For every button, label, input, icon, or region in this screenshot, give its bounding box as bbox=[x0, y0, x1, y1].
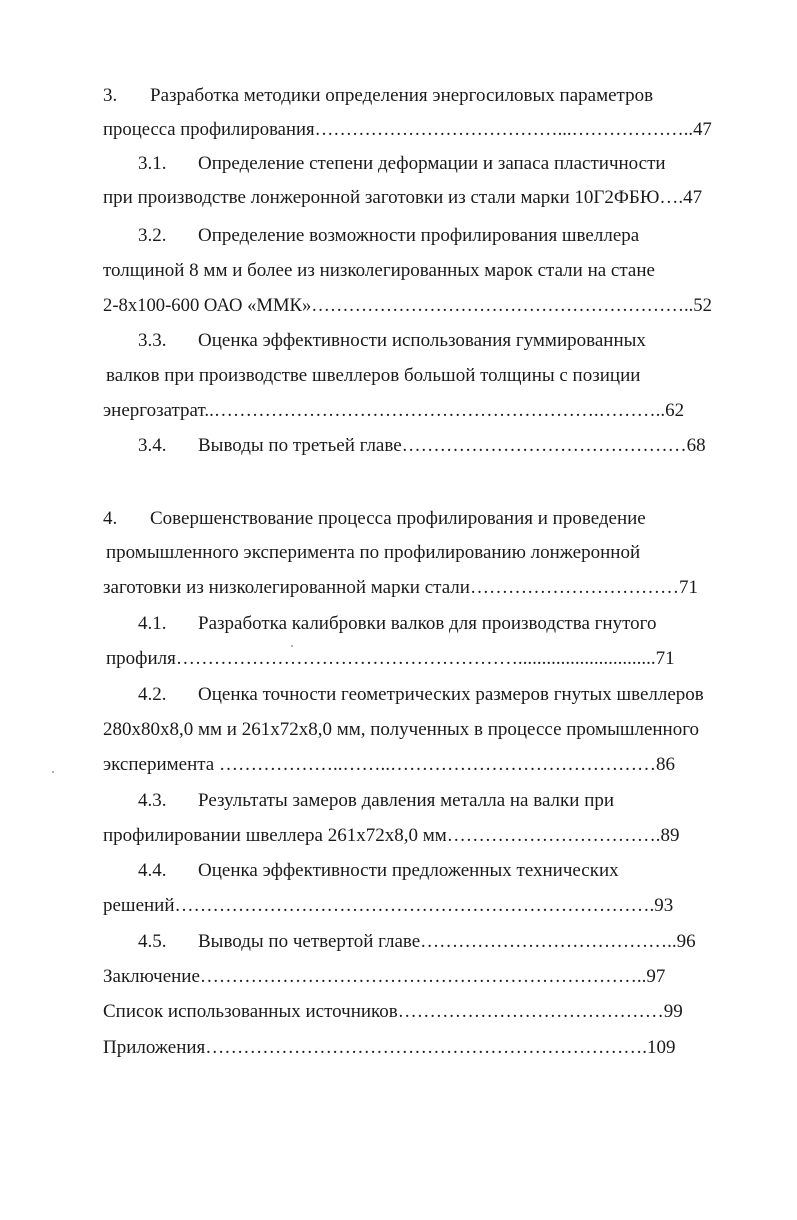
scan-speck bbox=[52, 771, 54, 773]
section-4-4-title-line-1: Оценка эффективности предложенных технических bbox=[198, 860, 619, 881]
section-3-1-number: 3.1. bbox=[138, 153, 167, 174]
section-3-3-title-line-3: энергозатрат..…………………………………………………….………..62 bbox=[103, 400, 685, 421]
section-3-3-title-line-2: валков при производстве швеллеров большой толщины с позиции bbox=[106, 365, 641, 386]
section-3-4-title-line-1: Выводы по третьей главе………………………………………68 bbox=[198, 435, 706, 456]
section-4-2-title-line-2: 280х80х8,0 мм и 261х72х8,0 мм, полученных в процессе промышленного bbox=[103, 719, 700, 740]
section-4-1-number: 4.1. bbox=[138, 613, 167, 634]
section-3-2-title-line-2: толщиной 8 мм и более из низколегированных марок стали на стане bbox=[103, 260, 655, 281]
section-3-2-title-line-1: Определение возможности профилирования швеллера bbox=[198, 225, 640, 246]
section-4-3-title-line-2: профилировании швеллера 261х72х8,0 мм…………………………….89 bbox=[103, 825, 680, 846]
section-3-3-title-line-1: Оценка эффективности использования гуммированных bbox=[198, 330, 646, 351]
section-4-1-title-line-2: профиля……………………………………………….............................71 bbox=[106, 648, 675, 669]
section-4-2-title-line-3: эксперимента ………………..……..……………………………………86 bbox=[103, 754, 675, 775]
section-3-2-number: 3.2. bbox=[138, 225, 167, 246]
chapter-4-number: 4. bbox=[103, 508, 118, 529]
chapter-3-title-line-2: процесса профилирования…………………………………...………………..47 bbox=[103, 119, 712, 140]
chapter-3-number: 3. bbox=[103, 85, 118, 106]
section-4-4-number: 4.4. bbox=[138, 860, 167, 881]
section-4-1-title-line-1: Разработка калибровки валков для производства гнутого bbox=[198, 613, 657, 634]
section-4-2-number: 4.2. bbox=[138, 684, 167, 705]
chapter-3-title-line-1: Разработка методики определения энергосиловых параметров bbox=[150, 85, 654, 106]
chapter-4-title-line-1: Совершенствование процесса профилирования и проведение bbox=[150, 508, 646, 529]
appendices-entry: Приложения…………………………………………………………….109 bbox=[103, 1037, 676, 1058]
section-3-3-number: 3.3. bbox=[138, 330, 167, 351]
section-4-2-title-line-1: Оценка точности геометрических размеров гнутых швеллеров bbox=[198, 684, 704, 705]
section-3-1-title-line-2: при производстве лонжеронной заготовки из стали марки 10Г2ФБЮ….47 bbox=[103, 187, 703, 208]
section-3-2-title-line-3: 2-8х100-600 ОАО «ММК»……………………………………………………..52 bbox=[103, 295, 712, 316]
scan-speck bbox=[291, 645, 293, 647]
conclusion-entry: Заключение……………………………………………………………..97 bbox=[103, 966, 666, 987]
references-entry: Список использованных источников……………………………………99 bbox=[103, 1001, 683, 1022]
section-3-4-number: 3.4. bbox=[138, 435, 167, 456]
chapter-4-title-line-2: промышленного эксперимента по профилированию лонжеронной bbox=[106, 542, 641, 563]
section-4-3-title-line-1: Результаты замеров давления металла на валки при bbox=[198, 790, 615, 811]
section-4-5-title-line-1: Выводы по четвертой главе…………………………………..96 bbox=[198, 931, 696, 952]
section-3-1-title-line-1: Определение степени деформации и запаса пластичности bbox=[198, 153, 666, 174]
section-4-5-number: 4.5. bbox=[138, 931, 167, 952]
section-4-3-number: 4.3. bbox=[138, 790, 167, 811]
chapter-4-title-line-3: заготовки из низколегированной марки стали……………………………71 bbox=[103, 577, 698, 598]
section-4-4-title-line-2: решений………………………………………………………………….93 bbox=[103, 895, 674, 916]
